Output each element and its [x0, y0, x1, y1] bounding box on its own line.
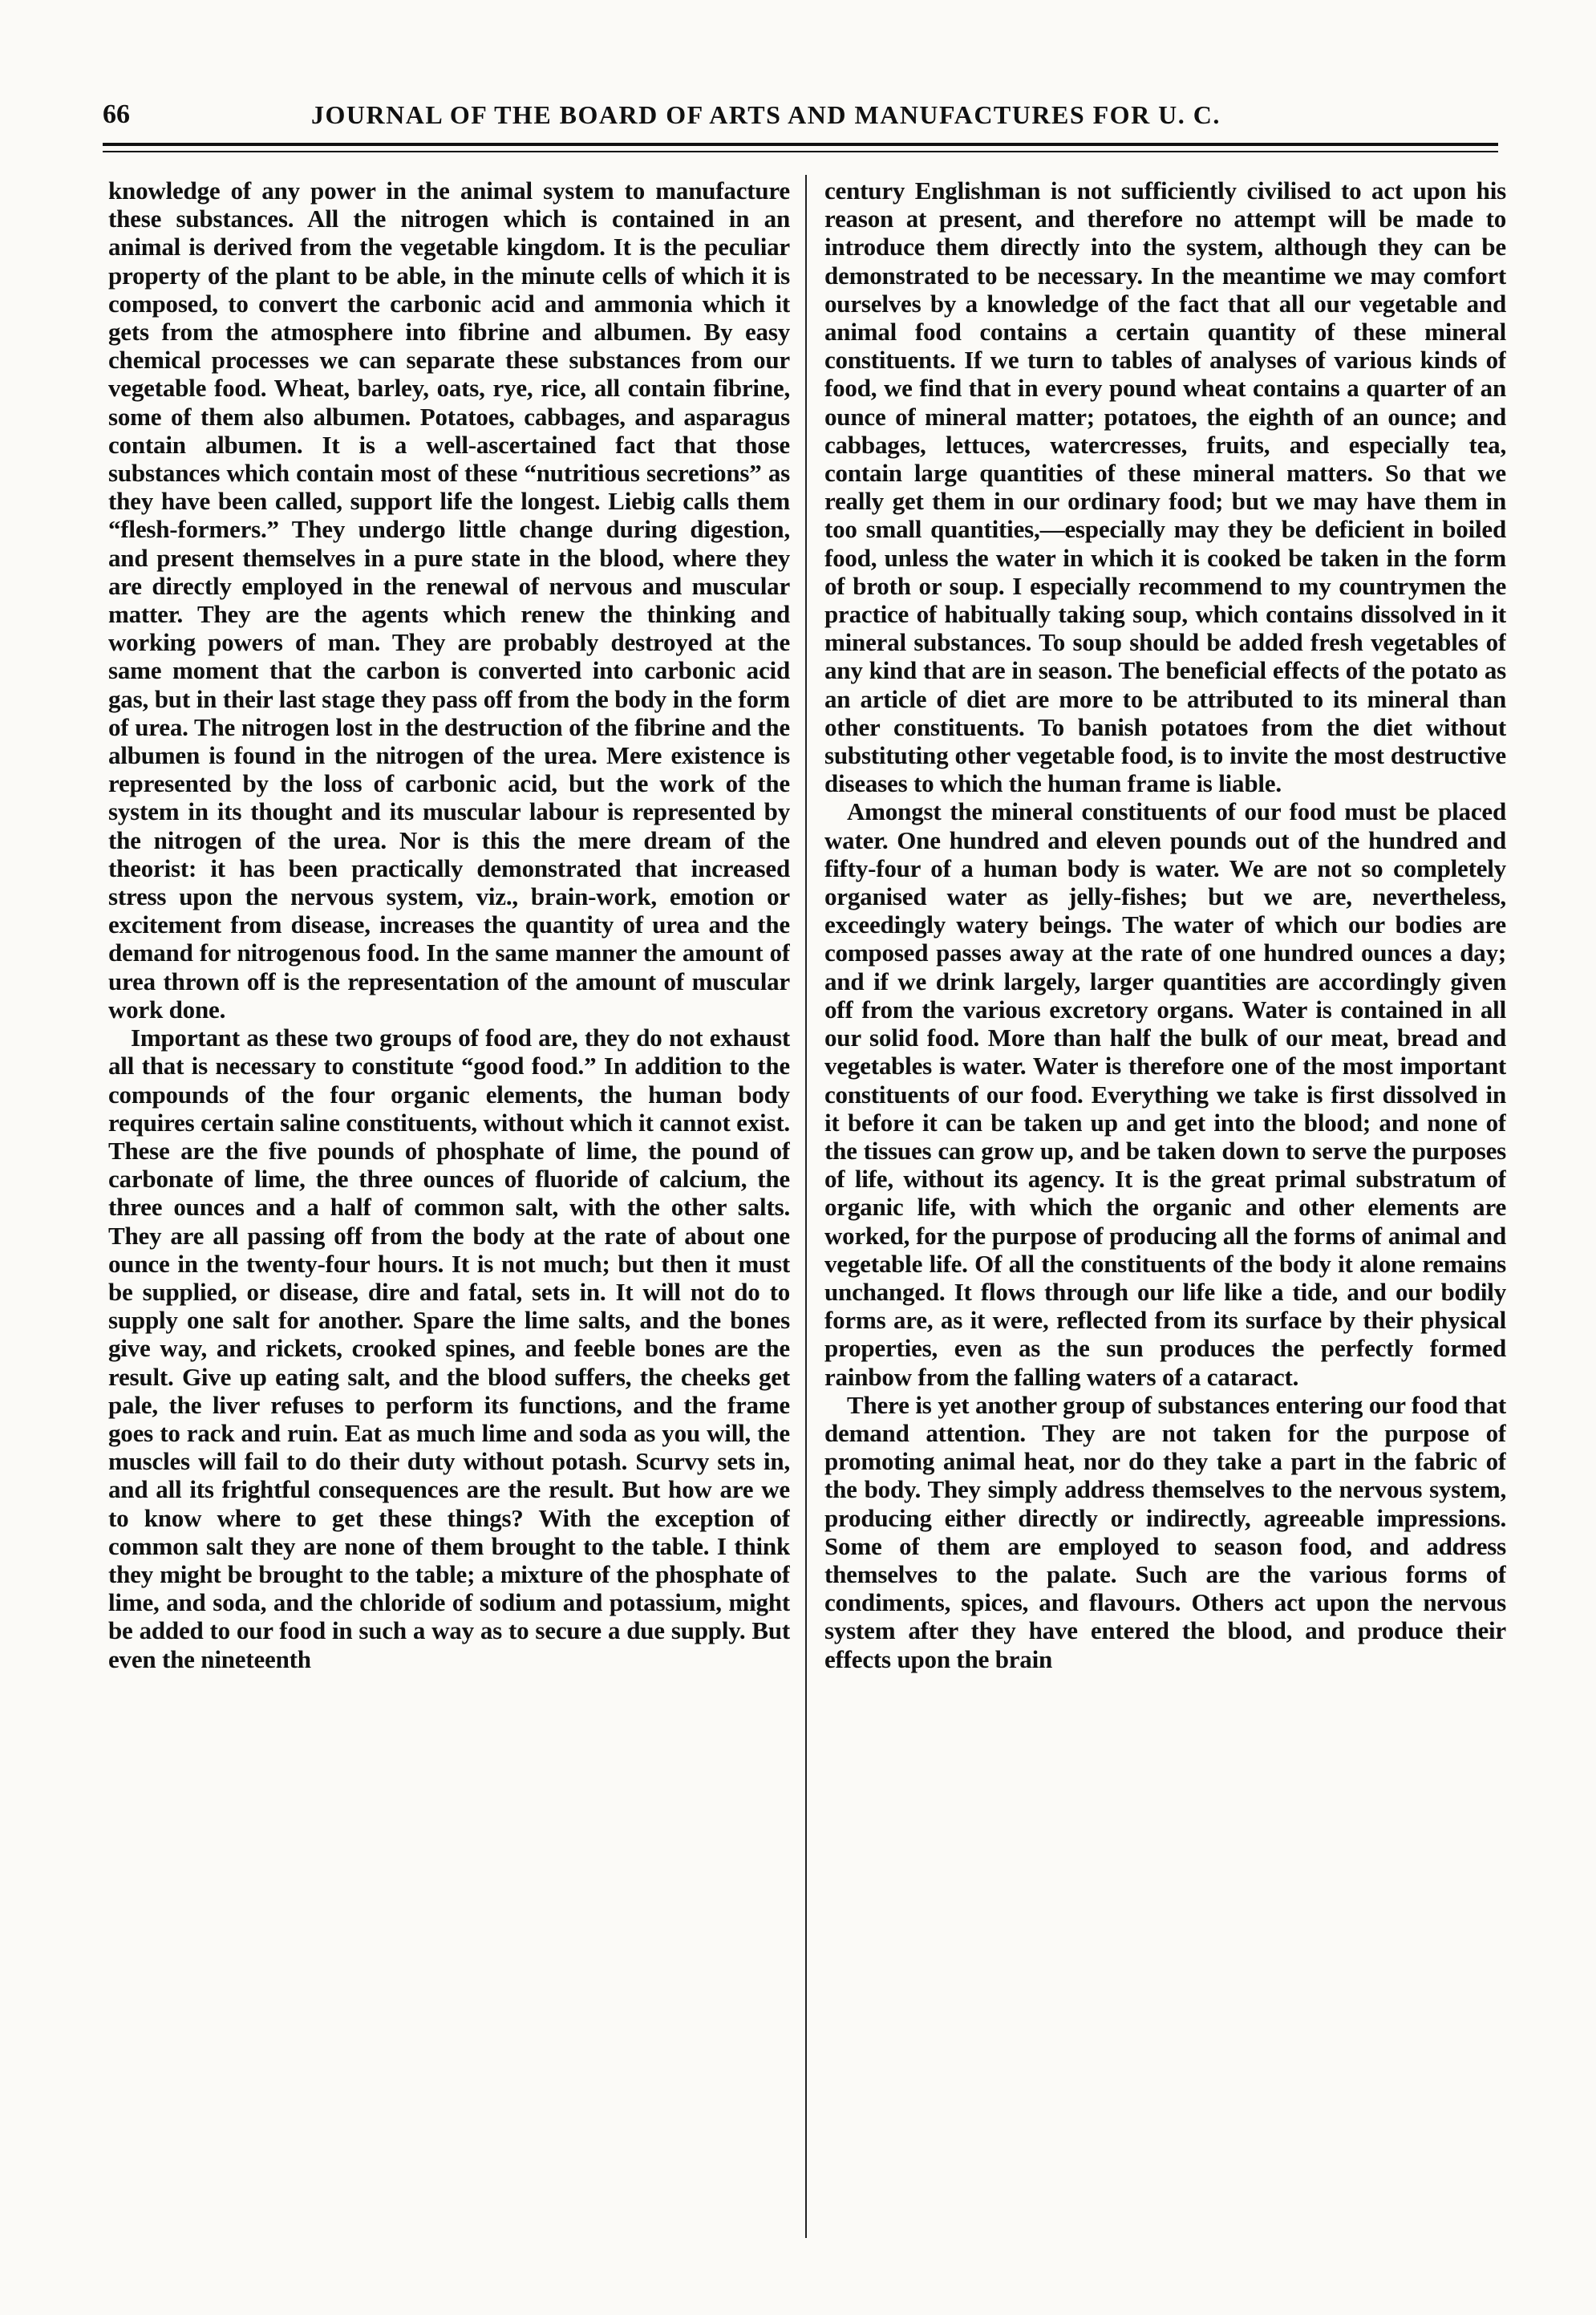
right-column: [824, 176, 1506, 2246]
page-header: [103, 95, 1498, 135]
running-title: JOURNAL OF THE BOARD OF ARTS AND MANUFACTURES FOR U. C.: [311, 100, 1221, 129]
column-divider: [805, 175, 807, 2238]
header-rule-thick: [103, 143, 1498, 146]
right-paragraph-3: There is yet another group of substances entering our food that demand attention. They are not taken for the purpose of promoting animal heat, nor do they take a part in the fabric of the body. They simply address themselves to the nervous system, producing either directly or indirectly, agreeable impressions. Some of them are employed to season food, and address themselves to the palate. Such are the various forms of condiments, spices, and flavours. Others act upon the nervous system after they have entered the blood, and produce their effects upon the brain: [824, 1390, 1506, 1673]
header-rule-thin: [103, 151, 1498, 152]
left-paragraph-2: Important as these two groups of food are, they do not exhaust all that is necessary to constitute “good food.” In addition to the compounds of the four organic elements, the human body requires certain saline constituents, without which it cannot exist. These are the five pounds of phosphate of lime, the pound of carbonate of lime, the three ounces of fluoride of calcium, the three ounces and a half of common salt, with the other salts. They are all passing off from the body at the rate of about one ounce in the twenty-four hours. It is not much; but then it must be supplied, or disease, dire and fatal, sets in. It will not do to supply one salt for another. Spare the lime salts, and the bones give way, and rickets, crooked spines, and feeble bones are the result. Give up eating salt, and the blood suffers, the cheeks get pale, the liver refuses to perform its functions, and the frame goes to rack and ruin. Eat as much lime and soda as you will, the muscles will fail to do their duty without potash. Scurvy sets in, and all its frightful consequences are the result. But how are we to know where to get these things? With the exception of common salt they are none of them brought to the table. I think they might be brought to the table; a mixture of the phosphate of lime, and soda, and the chloride of sodium and potassium, might be added to our food in such a way as to secure a due supply. But even the nineteenth: [108, 1024, 790, 1673]
left-column: [108, 176, 790, 2246]
right-paragraph-1: century Englishman is not sufficiently civilised to act upon his reason at present, and therefore no attempt will be made to introduce them directly into the system, although they can be demonstrated to be necessary. In the meantime we may comfort ourselves by a knowledge of the fact that all our vegetable and animal food contains a certain quantity of these mineral constituents. If we turn to tables of analyses of various kinds of food, we find that in every pound wheat contains a quarter of an ounce of mineral matter; potatoes, the eighth of an ounce; and cabbages, lettuces, watercresses, fruits, and especially tea, contain large quantities of these mineral matters. So that we really get them in our ordinary food; but we may have them in too small quantities,—especially may they be deficient in boiled food, unless the water in which it is cooked be taken in the form of broth or soup. I especially recommend to my countrymen the practice of habitually taking soup, which contains dissolved in it mineral substances. To soup should be added fresh vegetables of any kind that are in season. The beneficial effects of the potato as an article of diet are more to be attributed to its mineral than other constituents. To banish potatoes from the diet without substituting other vegetable food, is to invite the most destructive diseases to which the human frame is liable.: [824, 176, 1506, 798]
left-paragraph-1: knowledge of any power in the animal system to manufacture these substances. All the nitrogen which is contained in an animal is derived from the vegetable kingdom. It is the peculiar property of the plant to be able, in the minute cells of which it is composed, to convert the carbonic acid and ammonia which it gets from the atmosphere into fibrine and albumen. By easy chemical processes we can separate these substances from our vegetable food. Wheat, barley, oats, rye, rice, all contain fibrine, some of them also albumen. Potatoes, cabbages, and asparagus contain albumen. It is a well-ascertained fact that those substances which contain most of these “nutritious secretions” as they have been called, support life the longest. Liebig calls them “flesh-formers.” They undergo little change during digestion, and present themselves in a pure state in the blood, where they are directly employed in the renewal of nervous and muscular matter. They are the agents which renew the thinking and working powers of man. They are probably destroyed at the same moment that the carbon is converted into carbonic acid gas, but in their last stage they pass off from the body in the form of urea. The nitrogen lost in the destruction of the fibrine and the albumen is found in the nitrogen of the urea. Mere existence is represented by the loss of carbonic acid, but the work of the system in its thought and its muscular labour is represented by the nitrogen of the urea. Nor is this the mere dream of the theorist: it has been practically demonstrated that increased stress upon the nervous system, viz., brain-work, emotion or excitement from disease, increases the quantity of urea and the demand for nitrogenous food. In the same manner the amount of urea thrown off is the representation of the amount of muscular work done.: [108, 176, 790, 1024]
page-number: 66: [103, 99, 130, 129]
right-paragraph-2: Amongst the mineral constituents of our food must be placed water. One hundred and eleven pounds out of the hundred and fifty-four of a human body is water. We are not so completely organised water as jelly-fishes; but we are, nevertheless, exceedingly watery beings. The water of which our bodies are composed passes away at the rate of one hundred ounces a day; and if we drink largely, larger quantities are accordingly given off from the various excretory organs. Water is contained in all our solid food. More than half the bulk of our meat, bread and vegetables is water. Water is therefore one of the most important constituents of our food. Everything we take is first dissolved in it before it can be taken up and get into the blood; and none of the tissues can grow up, and be taken down to serve the purposes of life, without its agency. It is the great primal substratum of organic life, with which the organic and other elements are worked, for the purpose of producing all the forms of animal and vegetable life. Of all the constituents of the body it alone remains unchanged. It flows through our life like a tide, and our bodily forms are, as it were, reflected from its surface by their physical properties, even as the sun produces the perfectly formed rainbow from the falling waters of a cataract.: [824, 797, 1506, 1391]
